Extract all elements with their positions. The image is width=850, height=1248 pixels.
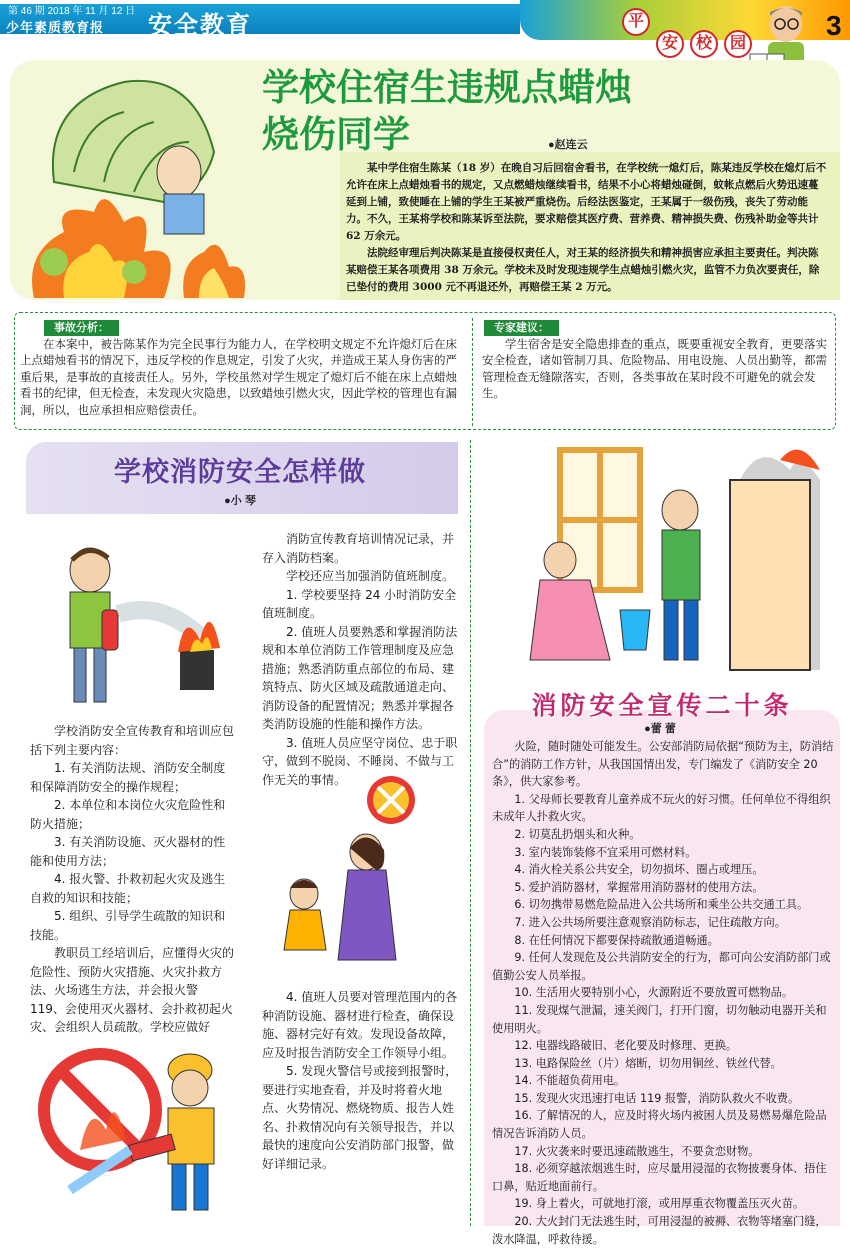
advice-label: 专家建议： [484, 320, 559, 336]
rule-item: 5. 爱护消防器材，掌握常用消防器材的使用方法。 [514, 880, 764, 894]
fire-article-title: 学校消防安全怎样做 [114, 457, 366, 487]
fire-escape-illustration [500, 440, 840, 680]
rule-item: 6. 切勿携带易燃危险品进入公共场所和乘坐公共交通工具。 [514, 898, 809, 912]
fire-col1-paragraph: 2. 本单位和本岗位火灾危险性和防火措施； [30, 798, 226, 831]
rule-item: 15. 发现火灾迅速打电话 119 报警，消防队救火不收费。 [514, 1091, 800, 1105]
rule-item: 8. 在任何情况下都要保持疏散通道畅通。 [514, 933, 719, 947]
column-divider [470, 440, 471, 1226]
advice-text [482, 336, 832, 426]
rule-item: 17. 火灾袭来时要迅速疏散逃生，不要贪恋财物。 [514, 1144, 760, 1158]
fire-col2-paragraph: 3. 值班人员应坚守岗位、忠于职守，做到不脱岗、不睡岗、不做与工作无关的事情。 [262, 735, 458, 787]
twenty-rules-author: ●蕾 蕾 [644, 723, 676, 735]
badge-ping: 平 [622, 8, 650, 36]
fire-col2-paragraph: 4. 值班人员要对管理范围内的各种消防设施、器材进行检查，确保设施、器材完好有效。发现设备故障，应及时报告消防安全工作领导小组。 [262, 990, 458, 1060]
badge-an: 安 [656, 30, 684, 58]
paper-name: 少年素质教育报 [6, 20, 105, 35]
fire-col2-paragraph: 消防宣传教育培训情况记录，并存入消防档案。 [262, 532, 455, 565]
fire-article-author: ●小 琴 [224, 495, 256, 507]
lead-title-line1: 学校住宿生违规点蜡烛 [262, 67, 632, 108]
section-name: 安全教育 [148, 12, 252, 39]
rule-item: 11. 发现煤气泄漏，速关阀门，打开门窗，切勿触动电器开关和使用明火。 [492, 1003, 827, 1035]
fire-col2-paragraph: 5. 发现火警信号或接到报警时，要进行实地查看，并及时将着火地点、火势情况、燃烧物质、报告人姓名、扑救情况向有关领导报告，并以最快的速度向公安消防部门报警，做好详细记录。 [262, 1064, 458, 1171]
mother-child-illustration [266, 770, 456, 970]
fire-col1-paragraph: 3. 有关消防设施、灭火器材的性能和使用方法； [30, 835, 226, 868]
fire-article-col2-top [262, 530, 462, 787]
rule-item: 4. 消火栓关系公共安全，切勿损坏、圈占或埋压。 [514, 863, 764, 877]
rule-item: 2. 切莫乱扔烟头和火种。 [514, 827, 641, 841]
badge-yuan: 园 [724, 30, 752, 58]
firefighter-illustration [30, 1030, 250, 1220]
fire-col1-paragraph: 学校消防安全宣传教育和培训应包括下列主要内容： [30, 724, 235, 757]
rule-item: 火险，随时随处可能发生。公安部消防局依据“预防为主，防消结合”的消防工作方针，从我国国情出发，专门编发了《消防安全 20 条》，供大家参考。 [492, 740, 834, 789]
analysis-divider [472, 318, 473, 426]
fire-col1-paragraph: 1. 有关消防法规、消防安全制度和保障消防安全的操作规程； [30, 761, 226, 794]
rule-item: 9. 任何人发现危及公共消防安全的行为，都可向公安消防部门或值勤公安人员举报。 [492, 951, 831, 982]
rule-item: 10. 生活用火要特别小心，火源附近不要放置可燃物品。 [514, 986, 794, 1000]
twenty-rules-title: 消防安全宣传二十条 [531, 691, 793, 720]
badge-xiao: 校 [690, 30, 718, 58]
advice-paragraph: 学生宿舍是安全隐患排查的重点，既要重视安全教育，更要落实安全检查，诸如管制刀具、危险物品、用电设施、人员出勤等，都需管理检查无缝隙落实，否则，各类事故在某时段不可避免的就会发生。 [482, 337, 827, 401]
extinguisher-illustration [30, 540, 250, 710]
fire-col2-paragraph: 2. 值班人员要熟悉和掌握消防法规和本单位消防工作管理制度及应急措施；熟悉消防重点部位的布局、建筑特点、防火区域及疏散通道走向、消防设备的配置情况；熟悉并掌握各类消防设施的性能和操作方法。 [262, 624, 458, 731]
lead-body [346, 160, 828, 296]
fire-col2-paragraph: 1. 学校要坚持 24 小时消防安全值班制度。 [262, 587, 457, 620]
rule-item: 16. 了解情况的人，应及时将火场内被困人员及易燃易爆危险品情况告诉消防人员。 [492, 1109, 827, 1141]
twenty-rules-body [492, 738, 834, 1246]
fire-article-col1 [30, 722, 236, 1034]
analysis-paragraph: 在本案中，被告陈某作为完全民事行为能力人，在学校明文规定不允许熄灯后在床上点蜡烛看书的情况下，违反学校的作息规定，引发了火灾，并造成王某人身伤害的严重后果，是事故的直接责任人。另外，学校虽然对学生规定了熄灯后不能在床上点蜡烛看书的纪律，但无检查，未发现火灾隐患，以致蜡烛引燃火灾，因此学校的管理也有漏洞，所以，也应承担相应赔偿责任。 [20, 337, 457, 417]
rule-item: 20. 大火封门无法逃生时，可用浸湿的被褥、衣物等堵塞门缝，泼水降温，呼救待援。 [492, 1215, 827, 1246]
analysis-text [20, 336, 466, 426]
rule-item: 19. 身上着火，可就地打滚，或用厚重衣物覆盖压灭火苗。 [514, 1197, 805, 1211]
fire-col2-paragraph: 学校还应当加强消防值班制度。 [286, 569, 455, 583]
rule-item: 12. 电器线路破旧、老化要及时修理、更换。 [514, 1039, 738, 1053]
lead-paragraph: 法院经审理后判决陈某是直接侵权责任人，对王某的经济损失和精神损害应承担主要责任。判决陈某赔偿王某各项费用 38 万余元。学校未及时发现违规学生点蜡烛引燃火灾，监管不力负次要责任，除已垫付的费用 3000 元不再退还外，再赔偿王某 2 万元。 [346, 247, 820, 293]
issue-date: 第 46 期 2018 年 11 月 12 日 [8, 6, 136, 17]
lead-author: ●赵连云 [548, 139, 588, 151]
rule-item: 1. 父母师长要教育儿童养成不玩火的好习惯。任何单位不得组织未成年人扑救火灾。 [492, 792, 831, 824]
fire-col1-paragraph: 4. 报火警、扑救初起火灾及逃生自救的知识和技能； [30, 872, 226, 905]
rule-item: 3. 室内装饰装修不宜采用可燃材料。 [514, 845, 697, 859]
rule-item: 13. 电路保险丝（片）熔断，切勿用铜丝、铁丝代替。 [514, 1056, 782, 1070]
fire-col1-paragraph: 教职员工经培训后，应懂得火灾的危险性、预防火灾措施、火灾扑救方法、火场逃生方法，并会报火警 119、会使用灭火器材、会扑救初起火灾、会组织人员疏散。学校应做好 [30, 946, 235, 1034]
page-number: 3 [826, 10, 842, 41]
analysis-label: 事故分析： [44, 320, 119, 336]
fire-col1-paragraph: 5. 组织、引导学生疏散的知识和技能。 [30, 909, 226, 942]
lead-title-line2: 烧伤同学 [262, 114, 410, 155]
fire-article-col2-bottom [262, 988, 462, 1171]
rule-item: 7. 进入公共场所要注意观察消防标志，记住疏散方向。 [514, 915, 786, 929]
rule-item: 18. 必须穿越浓烟逃生时，应尽量用浸湿的衣物披裹身体、捂住口鼻，贴近地面前行。 [492, 1162, 827, 1193]
candle-fire-illustration [14, 62, 264, 298]
lead-paragraph: 某中学住宿生陈某（18 岁）在晚自习后回宿舍看书，在学校统一熄灯后，陈某违反学校在熄灯后不允许在床上点蜡烛看书的规定，又点燃蜡烛继续看书，结果不小心将蜡烛碰倒，蚊帐点燃后火势迅速蔓延到上铺，致使睡在上铺的学生王某被严重烧伤。后经法医鉴定，王某属于一级伤残，丧失了劳动能力。不久，王某将学校和陈某诉至法院，要求赔偿其医疗费、营养费、精神损失费、伤残补助金等共计 62 万余元。 [346, 162, 827, 242]
rule-item: 14. 不能超负荷用电。 [514, 1074, 626, 1088]
